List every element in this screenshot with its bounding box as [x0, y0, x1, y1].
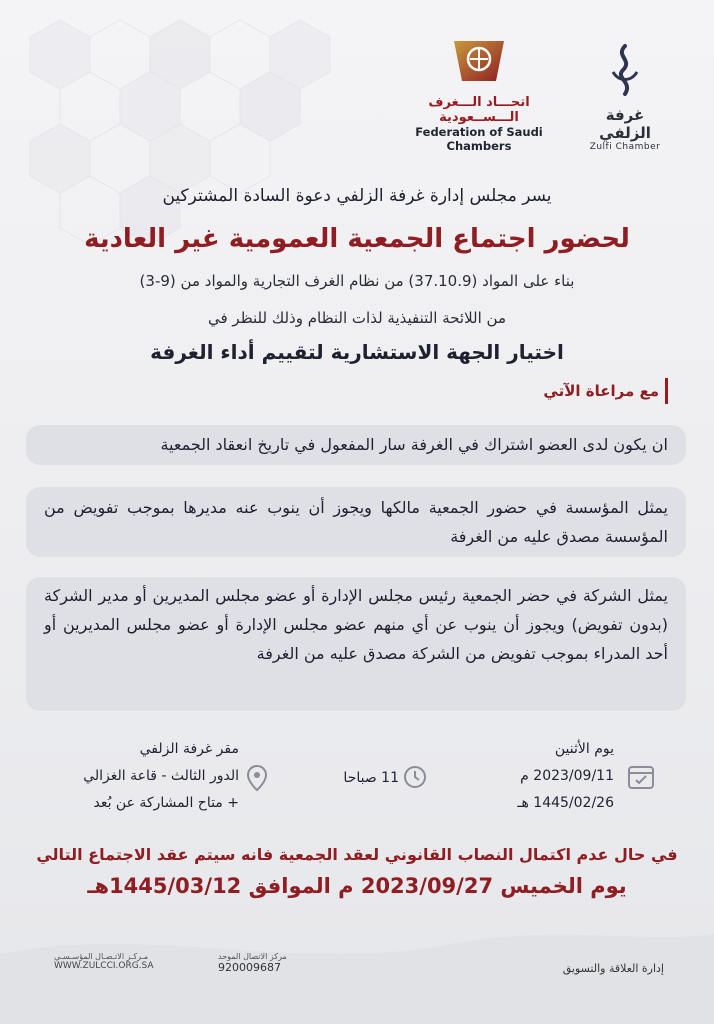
phone-number[interactable]: 920009687	[218, 961, 281, 974]
department-name: إدارة العلاقة والتسويق	[562, 962, 664, 975]
meeting-date	[517, 736, 614, 817]
zulfi-name-en: Zulfi Chamber	[589, 142, 661, 152]
location-pin-icon	[246, 764, 268, 792]
basis-line-2: من اللائحة التنفيذية لذات النظام وذلك للنظر في	[207, 309, 507, 327]
footer-department	[563, 962, 664, 975]
next-meeting-date: يوم الخميس 2023/09/27 م الموافق 1445/03/12هـ	[87, 874, 627, 898]
meeting-time: 11 صباحا	[343, 770, 399, 786]
calendar-icon	[626, 762, 656, 792]
condition-box-2: يمثل المؤسسة في حضور الجمعية مالكها ويجوز أن ينوب عنه مديرها بموجب تفويض من المؤسسة مصدق عليه من الغرفة	[26, 487, 686, 557]
meeting-date-hijri: 1445/02/26 هـ	[517, 795, 614, 811]
federation-logo	[389, 35, 569, 153]
intro-text: يسر مجلس إدارة غرفة الزلفي دعوة السادة المشتركين	[162, 186, 552, 206]
invitation-title: لحضور اجتماع الجمعية العمومية غير العادية	[84, 224, 630, 254]
meeting-place	[83, 736, 239, 817]
zulfi-name-ar: غرفة الزلفي	[599, 106, 651, 142]
header	[0, 30, 714, 153]
footer-phone	[218, 952, 287, 974]
phone-label: مركز الاتصال الموحد	[218, 952, 287, 961]
federation-emblem-icon	[448, 35, 510, 87]
meeting-day: يوم الأثنين	[554, 741, 614, 757]
remote-participation: + متاح المشاركة عن بُعد	[93, 795, 239, 811]
basis-line-1: بناء على المواد (37.10.9) من نظام الغرف التجارية والمواد من (9-3)	[139, 272, 575, 290]
meeting-date-gregorian: 2023/09/11 م	[520, 768, 614, 784]
federation-name-ar: اتحـــاد الـــغرف الـــســعودية	[428, 95, 530, 125]
website-label: مـركـز الاتـصـال المؤسـسـي	[54, 952, 149, 961]
federation-name-en: Federation of Saudi Chambers	[415, 125, 543, 153]
footer	[0, 914, 714, 1024]
place-title: مقر غرفة الزلفي	[139, 741, 239, 757]
clock-icon	[402, 764, 428, 790]
zulfi-calligraphy-icon	[605, 42, 645, 100]
condition-box-1: ان يكون لدى العضو اشتراك في الغرفة سار المفعول في تاريخ انعقاد الجمعية	[26, 425, 686, 465]
quorum-note: في حال عدم اكتمال النصاب القانوني لعقد الجمعية فانه سيتم عقد الاجتماع التالي	[36, 845, 678, 864]
meeting-subject: اختيار الجهة الاستشارية لتقييم أداء الغرفة	[150, 340, 564, 364]
zulfi-chamber-logo	[580, 42, 670, 152]
place-detail: الدور الثالث - قاعة الغزالي	[83, 768, 239, 784]
condition-box-3: يمثل الشركة في حضر الجمعية رئيس مجلس الإدارة أو عضو مجلس المديرين أو مدير الشركة (بدون تفويض) ويجوز أن ينوب عن أي منهم عضو مجلس الإدارة أو عضو مجلس المديرين أو أحد المدراء بموجب تفويض من الشركة مصدق عليه من الغرفة	[26, 577, 686, 711]
website-link[interactable]: WWW.ZULCCI.ORG.SA	[54, 961, 154, 971]
note-heading: مع مراعاة الآتي	[537, 378, 668, 404]
footer-website	[54, 952, 154, 971]
